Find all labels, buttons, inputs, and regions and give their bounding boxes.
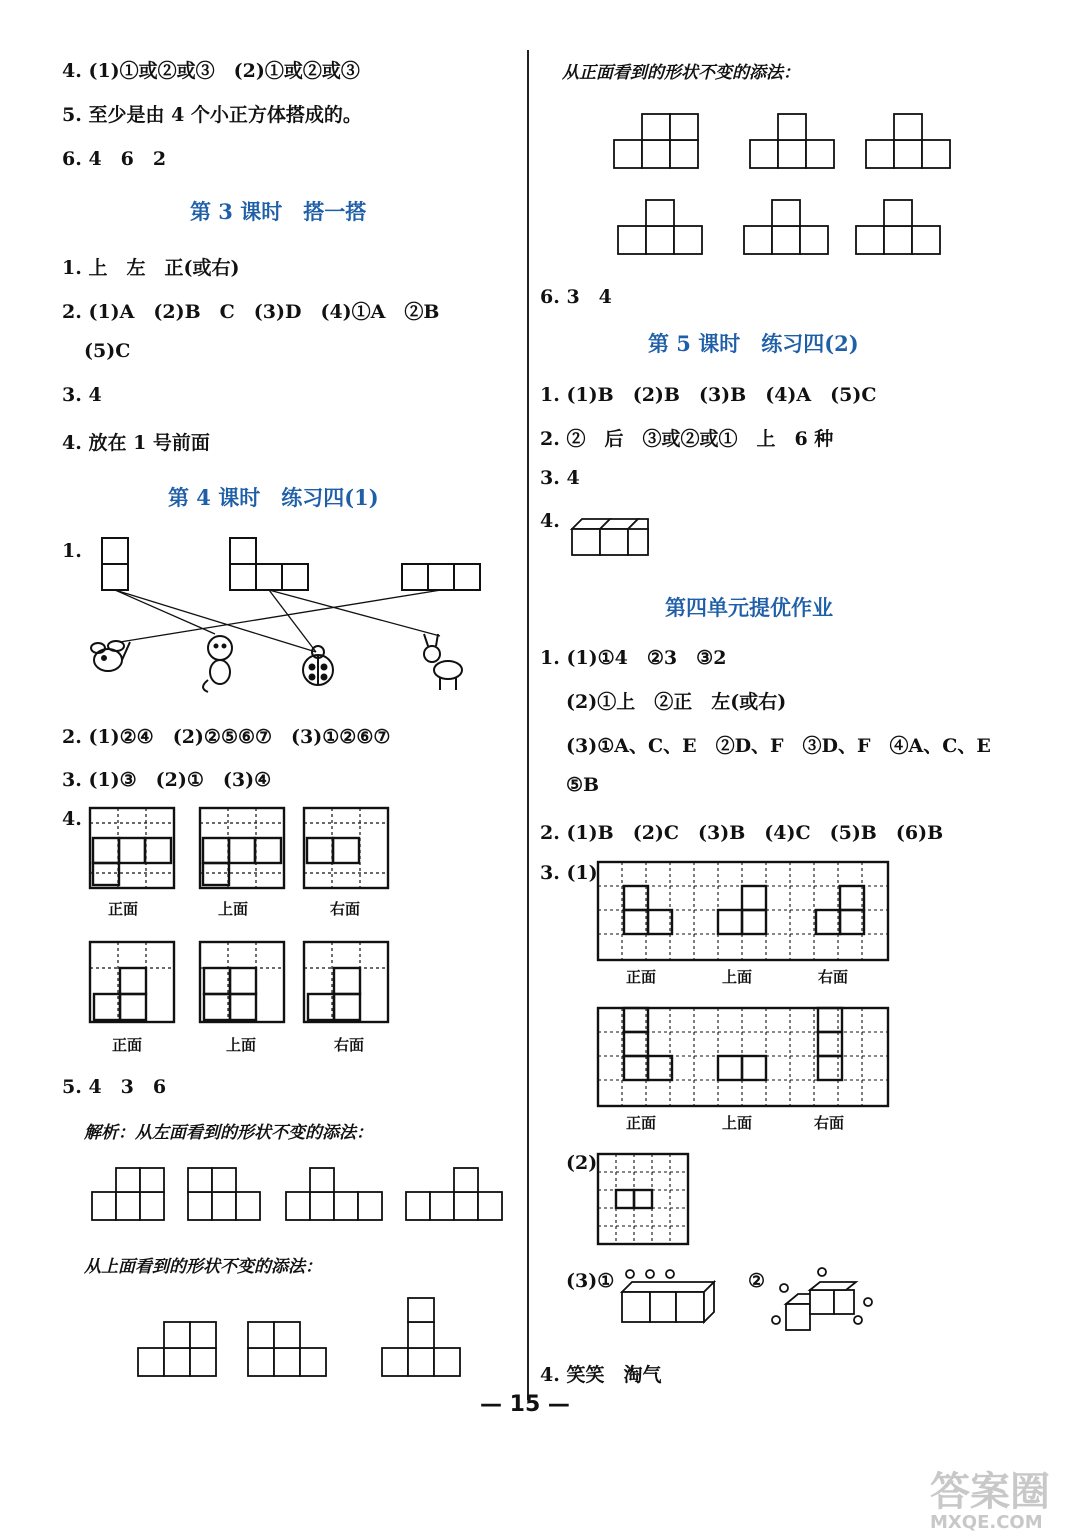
unit4-views-grid-2 (598, 1008, 890, 1108)
lesson3-answer-4: 4. 放在 1 号前面 (62, 432, 210, 454)
view-label-top: 上面 (218, 900, 249, 918)
lesson4-answer-1-label: 1. (62, 540, 82, 562)
unit4-answer-3-2-label: (2) (566, 1152, 598, 1174)
view-label-front: 正面 (626, 968, 657, 986)
column-divider (527, 50, 529, 1400)
answer-4: 4. (1)①或②或③ (2)①或②或③ (62, 60, 360, 82)
unit4-answer-4: 4. 笑笑 淘气 (540, 1364, 662, 1386)
section-heading-lesson-3: 第 3 课时 搭一搭 (190, 199, 367, 224)
views-grid-row-1 (90, 808, 390, 892)
view-label-front: 正面 (112, 1036, 143, 1054)
cube-stacks-front-view (610, 100, 950, 260)
unit4-cube-figure-1 (620, 1268, 720, 1328)
lesson4-answer-6: 6. 3 4 (540, 286, 612, 308)
section-heading-lesson-4: 第 4 课时 练习四(1) (168, 485, 379, 510)
view-label-top: 上面 (722, 968, 753, 986)
view-label-front: 正面 (108, 900, 139, 918)
lesson4-answer-2: 2. (1)②④ (2)②⑤⑥⑦ (3)①②⑥⑦ (62, 726, 391, 748)
lesson5-answer-1: 1. (1)B (2)B (3)B (4)A (5)C (540, 384, 877, 406)
lesson4-answer-5: 5. 4 3 6 (62, 1076, 167, 1098)
watermark-logo: 答案圈 (930, 1469, 1050, 1515)
watermark-url: MXQE.COM (930, 1512, 1043, 1533)
lesson5-cube-figure (570, 515, 660, 563)
ladybug-icon (303, 646, 333, 685)
unit4-answer-3-1-label: 3. (1) (540, 862, 598, 884)
lesson3-answer-1: 1. 上 左 正(或右) (62, 257, 240, 279)
lesson4-answer-3: 3. (1)③ (2)① (3)④ (62, 769, 272, 791)
unit4-answer-3-3-part2-label: ② (748, 1270, 766, 1292)
unit4-answer-3-3-label: (3)① (566, 1270, 615, 1292)
unit4-answer-2: 2. (1)B (2)C (3)B (4)C (5)B (6)B (540, 822, 944, 844)
view-label-right: 右面 (818, 968, 849, 986)
cube-stacks-top-view (136, 1294, 476, 1384)
view-label-front: 正面 (626, 1114, 657, 1132)
matching-figure (80, 530, 480, 700)
explanation-left-view: 解析：从左面看到的形状不变的添法： (84, 1123, 373, 1143)
lesson3-answer-2: 2. (1)A (2)B C (3)D (4)①A ②B (62, 301, 440, 323)
answer-5: 5. 至少是由 4 个小正方体搭成的。 (62, 104, 362, 126)
view-label-right: 右面 (814, 1114, 845, 1132)
monkey-icon (203, 636, 232, 692)
lesson3-answer-3: 3. 4 (62, 384, 102, 406)
unit4-answer-1-2: (2)①上 ②正 左(或右) (566, 691, 787, 713)
page-number: — 15 — (480, 1392, 570, 1417)
section-heading-unit-4: 第四单元提优作业 (665, 595, 833, 620)
watermark (930, 1469, 1080, 1533)
lesson5-answer-2: 2. ② 后 ③或②或① 上 6 种 (540, 428, 834, 450)
unit4-cube-figure-2 (770, 1264, 890, 1340)
bee-icon (91, 641, 130, 671)
view-label-right: 右面 (330, 900, 361, 918)
explanation-front-view: 从正面看到的形状不变的添法： (562, 63, 800, 83)
view-label-top: 上面 (226, 1036, 257, 1054)
explanation-top-view: 从上面看到的形状不变的添法： (84, 1257, 322, 1277)
lesson4-answer-4-label: 4. (62, 808, 82, 830)
lesson5-answer-4-label: 4. (540, 510, 560, 532)
unit4-answer-1-3-cont: ⑤B (566, 774, 600, 796)
cube-stacks-left-view (90, 1160, 520, 1230)
unit4-views-grid-3 (598, 1154, 692, 1248)
unit4-views-grid-1 (598, 862, 890, 962)
unit4-answer-1: 1. (1)①4 ②3 ③2 (540, 647, 727, 669)
views-grid-row-2 (90, 942, 390, 1026)
view-label-right: 右面 (334, 1036, 365, 1054)
answer-6: 6. 4 6 2 (62, 148, 167, 170)
unit4-answer-1-3: (3)①A、C、E ②D、F ③D、F ④A、C、E (566, 735, 991, 757)
lesson3-answer-2-cont: (5)C (84, 340, 131, 362)
lesson5-answer-3: 3. 4 (540, 467, 580, 489)
section-heading-lesson-5: 第 5 课时 练习四(2) (648, 331, 859, 356)
donkey-icon (424, 634, 462, 690)
view-label-top: 上面 (722, 1114, 753, 1132)
